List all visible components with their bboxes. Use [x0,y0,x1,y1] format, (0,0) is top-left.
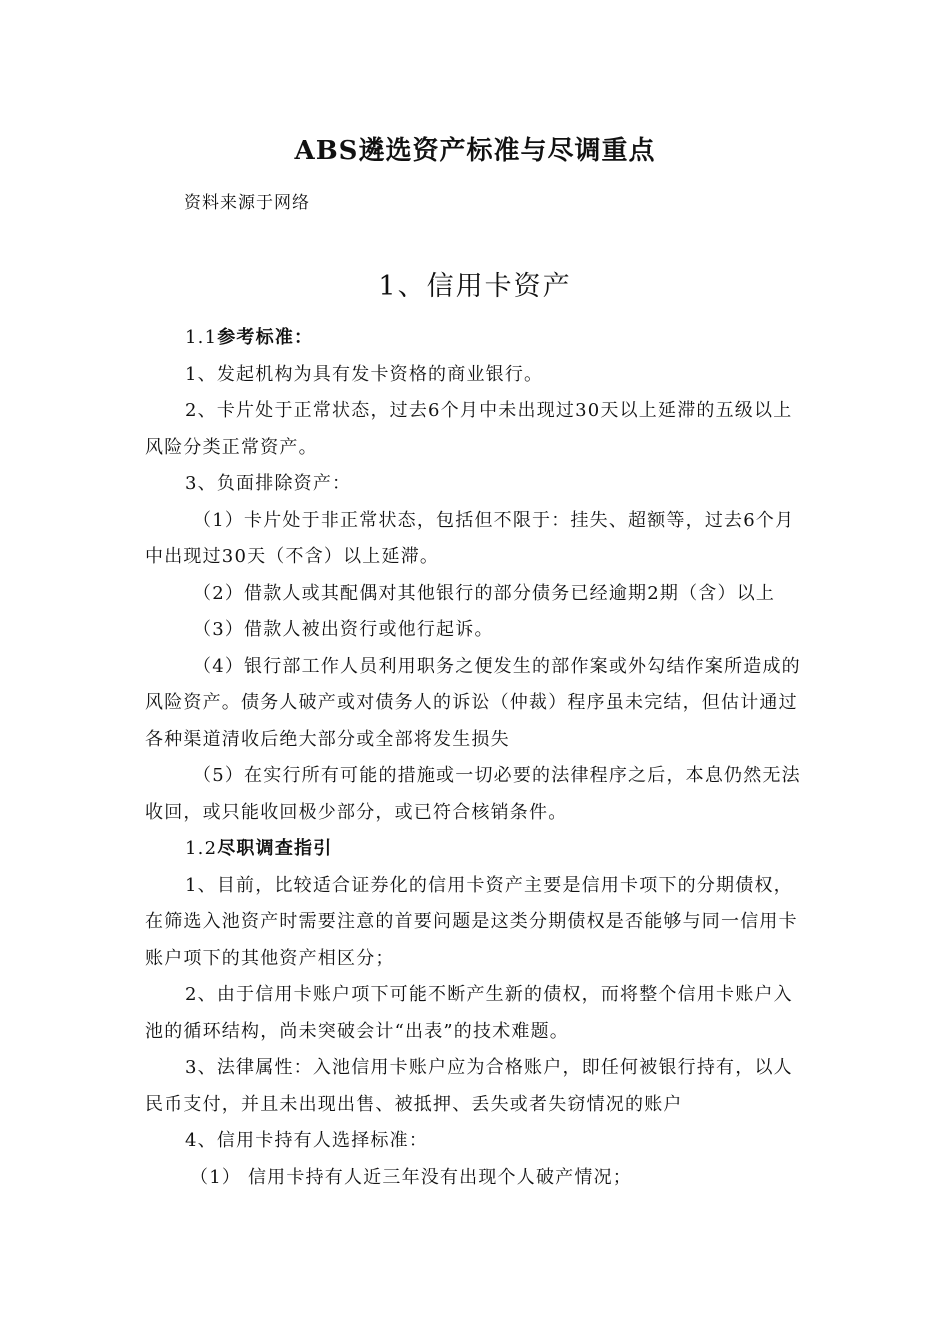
paragraph: 4、信用卡持有人选择标准： [185,1130,429,1151]
subsection-title: 参考标准： [217,327,314,348]
sub-item: （3）借款人被出资行或他行起诉。 [193,619,494,640]
subsection-title: 尽职调查指引 [217,838,333,859]
sub-item: （1）卡片处于非正常状态，包括但不限于：挂失、超额等，过去6个月中出现过30天（不含）以上延滞。 [145,509,795,567]
section-title: 1、信用卡资产 [378,271,572,302]
paragraph: 1、发起机构为具有发卡资格的商业银行。 [185,363,544,385]
paragraph: 2、卡片处于正常状态，过去6个月中未出现过30天以上延滞的五级以上风险分类正常资产。 [145,400,793,458]
subsection-heading-1-1 [145,320,805,357]
document-title: ABS遴选资产标准与尽调重点 [294,136,656,166]
paragraph: 1、目前，比较适合证券化的信用卡资产主要是信用卡项下的分期债权，在筛选入池资产时需要注意的首要问题是这类分期债权是否能够与同一信用卡账户项下的其他资产相区分； [145,874,798,969]
sub-item: （1） 信用卡持有人近三年没有出现个人破产情况； [190,1166,632,1188]
sub-item: （5）在实行所有可能的措施或一切必要的法律程序之后，本息仍然无法收回，或只能收回极少部分，或已符合核销条件。 [145,765,801,823]
sub-item: （4）银行部工作人员利用职务之便发生的部作案或外勾结作案所造成的风险资产。债务人破产或对债务人的诉讼（仲裁）程序虽未完结，但估计通过各种渠道清收后绝大部分或全部将发生损失 [145,655,801,750]
subsection-number: 1.2 [185,838,218,859]
paragraph: 3、法律属性：入池信用卡账户应为合格账户，即任何被银行持有，以人民币支付，并且未出现出售、被抵押、丢失或者失窃情况的账户 [145,1057,793,1115]
paragraph: 3、负面排除资产： [185,473,352,494]
subsection-heading-1-2 [145,831,805,868]
document-body [145,320,805,1196]
subsection-number: 1.1 [185,327,218,348]
source-note: 资料来源于网络 [184,193,310,213]
paragraph: 2、由于信用卡账户项下可能不断产生新的债权，而将整个信用卡账户入池的循环结构，尚未突破会计“出表”的技术难题。 [145,984,793,1042]
sub-item: （2）借款人或其配偶对其他银行的部分债务已经逾期2期（含）以上 [193,582,776,604]
